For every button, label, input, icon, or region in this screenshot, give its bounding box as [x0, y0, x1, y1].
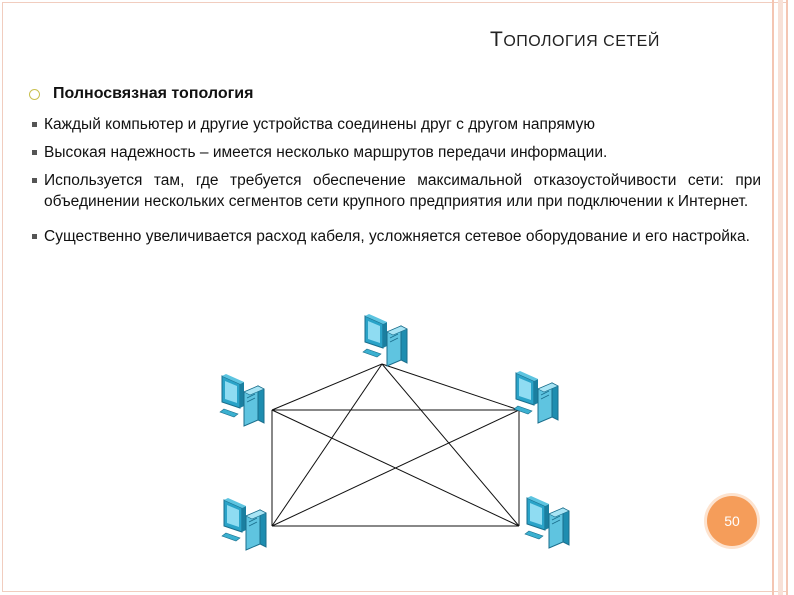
mesh-links — [272, 364, 519, 526]
list-item: Используется там, где требуется обеспечение максимальной отказоустойчивости сети: при объединении нескольких сегментов сети крупного предприятия или при подключении к Интернет. — [32, 170, 761, 212]
list-item: Каждый компьютер и другие устройства соединены друг с другом напрямую — [32, 114, 761, 135]
computer-icon — [222, 498, 266, 550]
page-number-badge: 50 — [707, 496, 757, 546]
computer-icon — [363, 314, 407, 366]
section-heading: Полносвязная топология — [53, 85, 254, 102]
computer-icon — [525, 496, 569, 548]
list-item: Существенно увеличивается расход кабеля, усложняется сетевое оборудование и его настройка. — [32, 226, 761, 247]
computer-icon — [514, 371, 558, 423]
slide-title: ТОПОЛОГИЯ СЕТЕЙ — [490, 28, 660, 51]
list-item: Высокая надежность – имеется несколько маршрутов передачи информации. — [32, 142, 761, 163]
computer-icon — [220, 374, 264, 426]
